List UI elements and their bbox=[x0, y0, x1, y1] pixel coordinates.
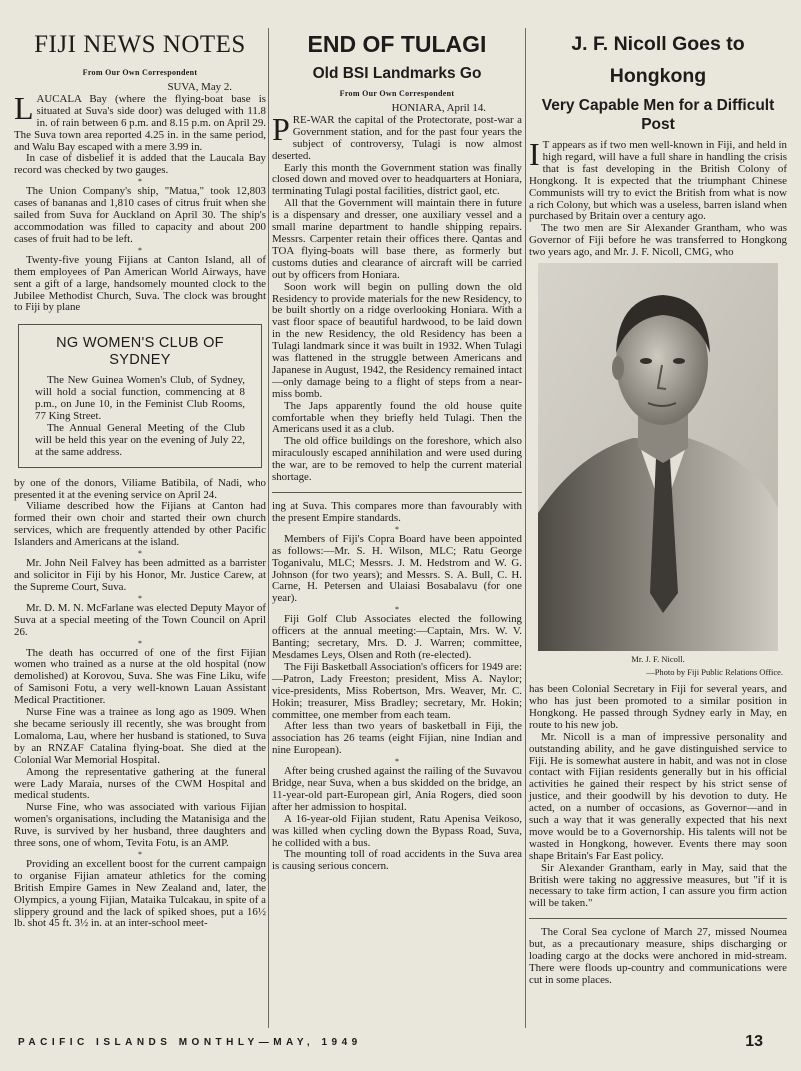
paragraph: The New Guinea Women's Club, of Sydney, will hold a social function, commencing at 8 p.m., on June 10, in the Feminist Club Rooms, 77 King Street. bbox=[35, 374, 245, 423]
paragraph: Mr. Nicoll is a man of impressive personality and outstanding ability, and he gave distinguished service to Fiji. He is somewhat austere in habit, and was not in close contact with Fijian residents generally but in his official activities he gained their respect by his strict sense of justice, and their goodwill by his devotion to duty. He acted, on a number of occasions, as Governor—and in such a way that it was generally expected that his next move would be to a Governorship. His talents will not be wasted in Hongkong, however. Events there may soon shape Britain's Far East policy. bbox=[529, 730, 787, 862]
photo-credit: —Photo by Fiji Public Relations Office. bbox=[646, 667, 783, 678]
ornament: * bbox=[395, 757, 399, 767]
paragraph: Twenty-five young Fijians at Canton Island, all of them employees of Pan American World Airways, have sent a gift of a large, handsomely mounted clock to the Jubilee Methodist Church, Suva. The clock was brought to Fiji by plane bbox=[14, 253, 266, 314]
portrait-photo bbox=[538, 263, 778, 651]
paragraph: Mr. John Neil Falvey has been admitted as a barrister and solicitor in Fiji by his Honor, Mr. Justice Carew, at the Supreme Court, Suva. bbox=[14, 557, 266, 593]
paragraph: Fiji Golf Club Associates elected the following officers at the annual meeting:—Captain, Mrs. W. V. Banting; secretary, Mrs. D. J. Warren; committee, Mesdames Leys, Olsen and Roth (re-elected). bbox=[272, 613, 522, 661]
photo-caption: Mr. J. F. Nicoll. bbox=[631, 654, 685, 665]
notice-title: NG WOMEN'S CLUB OF SYDNEY bbox=[56, 335, 224, 369]
column-rule bbox=[268, 28, 269, 1028]
column-nicoll bbox=[529, 28, 787, 987]
column-rule bbox=[525, 28, 526, 1028]
section-divider bbox=[272, 492, 522, 493]
paragraph: Viliame described how the Fijians at Canton had formed their own choir and started their own church services, which are frequently attended by other Pacific Islanders and Americans at the island. bbox=[14, 500, 266, 549]
paragraph: ing at Suva. This compares more than favourably with the present Empire standards. bbox=[272, 500, 522, 524]
paragraph: The death has occurred of one of the first Fijian women who trained as a nurse at the old hospital (now demolished) at Korovou, Suva. She was Fine Liku, wife of Samisoni Fotu, a very well-known Lauan Assistant Medical Practitioner. bbox=[14, 646, 266, 707]
paragraph: I T appears as if two men well-known in Fiji, and held in high regard, will have a full share in handling the crisis that is fast developing in the British Colony of Hongkong. It is expected that the triumphant Chinese Communists will try to evict the British from what is now a rich Colony, but which was a useless, barren island when purchased by Britain over a century ago. bbox=[529, 136, 787, 223]
drop-cap: I bbox=[529, 136, 540, 172]
subheadline: Very Capable Men for a Difficult Post bbox=[541, 97, 775, 133]
dateline: SUVA, May 2. bbox=[167, 81, 232, 93]
paragraph: Providing an excellent boost for the current campaign to organise Fijian amateur athletics for the coming British Empire Games in New Zealand and, later, the Olympics, a young Fijian, Mataika Tulcakau, in spite of a slippery ground and the lack of spiked shoes, put a 16½ lb. shot 45 ft. 3½ in. at an inter-school meet- bbox=[14, 857, 266, 930]
ornament: * bbox=[395, 524, 399, 534]
paragraph: Members of Fiji's Copra Board have been appointed as follows:—Mr. S. H. Wilson, MLC; Ratu George Toganivalu, MLC; Messrs. J. M. Hedstrom and W. G. Johnson (for two years); and Messrs. S. A. Bull, C. H. Carne, H. Petersen and Ulaiasi Bosabalavu (for one year). bbox=[272, 532, 522, 605]
paragraph: PRE-WAR the capital of the Protectorate, post-war a Government station, and for the past four years the subject of controversy, Tulagi is now almost deserted. bbox=[272, 110, 522, 162]
page-number: 13 bbox=[745, 1033, 763, 1050]
paragraph: After being crushed against the railing of the Suvavou Bridge, near Suva, when a bus skidded on the bridge, an 11-year-old part-European girl, Ania Rogers, died soon after her admission to hospital. bbox=[272, 765, 522, 813]
ornament: * bbox=[138, 245, 142, 255]
ornament: * bbox=[138, 177, 142, 187]
section-divider bbox=[529, 918, 787, 919]
paragraph: All that the Government will maintain there in future is a dispensary and dresser, one auxiliary vessel and a small marine department to handle shipping repairs. Messrs. Carpenter retain their offices there. Qantas and TOA flying-boats will base there, as formerly but customs duties and clearance of aircraft will be carried out by officers from Honiara. bbox=[272, 197, 522, 281]
ornament: * bbox=[138, 549, 142, 559]
subheadline: Old BSI Landmarks Go bbox=[312, 65, 482, 82]
ornament: * bbox=[395, 605, 399, 615]
paragraph: The two men are Sir Alexander Grantham, who was Governor of Fiji before he was transferred to Hongkong two years ago, and Mr. J. F. Nicoll, CMG, who bbox=[529, 222, 787, 259]
paragraph: The Coral Sea cyclone of March 27, missed Noumea but, as a precautionary measure, ships discharging or loading cargo at the docks were anchored in mid-stream. There were floods up-country and communications were cut in some places. bbox=[529, 926, 787, 986]
headline-end-of-tulagi: END OF TULAGI bbox=[307, 31, 487, 57]
headline-nicoll: J. F. Nicoll Goes to Hongkong bbox=[571, 33, 745, 87]
paragraph: Soon work will begin on pulling down the old Residency to provide materials for the new Residency, to be built shortly on a ridge overlooking Honiara. With a vast floor space of beautiful hardwood, to be laid down in the new Residency, the old Residency has been a Tulagi landmark since it was built in 1932. When Tulagi was flattened in the struggle between Americans and Japanese in August, 1942, the Residency remained intact—only damage being to a flight of steps from a near-miss bomb. bbox=[272, 280, 522, 400]
paragraph: Sir Alexander Grantham, early in May, said that the British were taking no aggressive measures, but "if it is necessary to take firm action, I can assure you firm action will be taken." bbox=[529, 861, 787, 910]
ornament: * bbox=[138, 638, 142, 648]
dateline: HONIARA, April 14. bbox=[391, 102, 486, 114]
drop-cap: P bbox=[272, 110, 290, 147]
column-fiji-news bbox=[14, 28, 266, 930]
column-end-of-tulagi bbox=[272, 28, 522, 873]
correspondent-credit: From Our Own Correspondent bbox=[339, 89, 455, 98]
paragraph: Mr. D. M. N. McFarlane was elected Deputy Mayor of Suva at a special meeting of the Town Council on April 26. bbox=[14, 601, 266, 638]
paragraph: A 16-year-old Fijian student, Ratu Apenisa Veikoso, was killed when cycling down the Bypass Road, Suva, he collided with a bus. bbox=[272, 812, 522, 849]
paragraph: After less than two years of basketball in Fiji, the association has 26 teams (eight Fijian, nine Indian and nine European). bbox=[272, 720, 522, 757]
paragraph: Early this month the Government station was finally closed down and moved over to headquarters at Honiara, terminating Tulagi postal facilities, district gaol, etc. bbox=[272, 161, 522, 198]
footer-running-title: PACIFIC ISLANDS MONTHLY—MAY, 1949 bbox=[18, 1037, 362, 1048]
paragraph: Among the representative gathering at the funeral were Lady Maraia, nurses of the CWM Hospital and medical students. bbox=[14, 765, 266, 802]
paragraph: has been Colonial Secretary in Fiji for several years, and who has just been promoted to a similar position in Hongkong. He passed through Sydney early in May, en route to his new job. bbox=[529, 683, 787, 731]
headline-fiji-news: FIJI NEWS NOTES bbox=[34, 31, 246, 58]
paragraph: The Annual General Meeting of the Club will be held this year on the evening of July 22, at the same address. bbox=[35, 421, 245, 458]
paragraph: The Fiji Basketball Association's officers for 1949 are:—Patron, Lady Freeston; president, Miss A. Naylor; vice-presidents, Miss Robertson, Mrs. Weaver, Mr. C. Hokin; treasurer, Miss Bradley; secretary, Mr. Hokin; committee, one member from each team. bbox=[272, 660, 522, 721]
ornament: * bbox=[138, 849, 142, 859]
paragraph: In case of disbelief it is added that the Laucala Bay record was checked by two gauges. bbox=[14, 152, 266, 177]
paragraph: The Union Company's ship, "Matua," took 12,803 cases of bananas and 1,810 cases of citrus fruit when she sailed from Suva for Auckland on April 30. The ship's accommodation was filled to capacity and about 200 cases of fruit had to be left. bbox=[14, 185, 266, 245]
ornament: * bbox=[138, 593, 142, 603]
paragraph: LAUCALA Bay (where the flying-boat base is situated at Suva's side door) was deluged with 11.8 in. of rain between 6 p.m. and 8.15 p.m. on April 29. The Suva town area reported 4.25 in. in the same period, and Walu Bay escaped with a mere 3.99 in. bbox=[14, 89, 266, 153]
paragraph: Nurse Fine was a trainee as long ago as 1909. When she became seriously ill recently, she was brought from Lomaloma, Lau, where her husband is stationed, to Suva by an RNZAF Catalina flying-boat. She died at the Colonial War Memorial Hospital. bbox=[14, 706, 266, 766]
correspondent-credit: From Our Own Correspondent bbox=[82, 68, 198, 77]
boxed-notice bbox=[18, 324, 262, 467]
paragraph: by one of the donors, Viliame Batibila, of Nadi, who presented it at the evening service on April 24. bbox=[14, 476, 266, 501]
portrait-image bbox=[538, 263, 778, 651]
paragraph: The old office buildings on the foreshore, which also miraculously escaped annihilation and were used during the war, are to be removed to help the current material shortage. bbox=[272, 435, 522, 484]
drop-cap: L bbox=[14, 89, 34, 126]
paragraph: Nurse Fine, who was associated with various Fijian women's organisations, including the Matanisiga and the Ruve, is survived by her husband, three daughters and three sons, one of whom, Tevita Fotu, is an AMP. bbox=[14, 801, 266, 850]
paragraph: The Japs apparently found the old house quite comfortable when they briefly held Tulagi. Then the Americans used it as a club. bbox=[272, 399, 522, 436]
paragraph: The mounting toll of road accidents in the Suva area is causing serious concern. bbox=[272, 848, 522, 873]
